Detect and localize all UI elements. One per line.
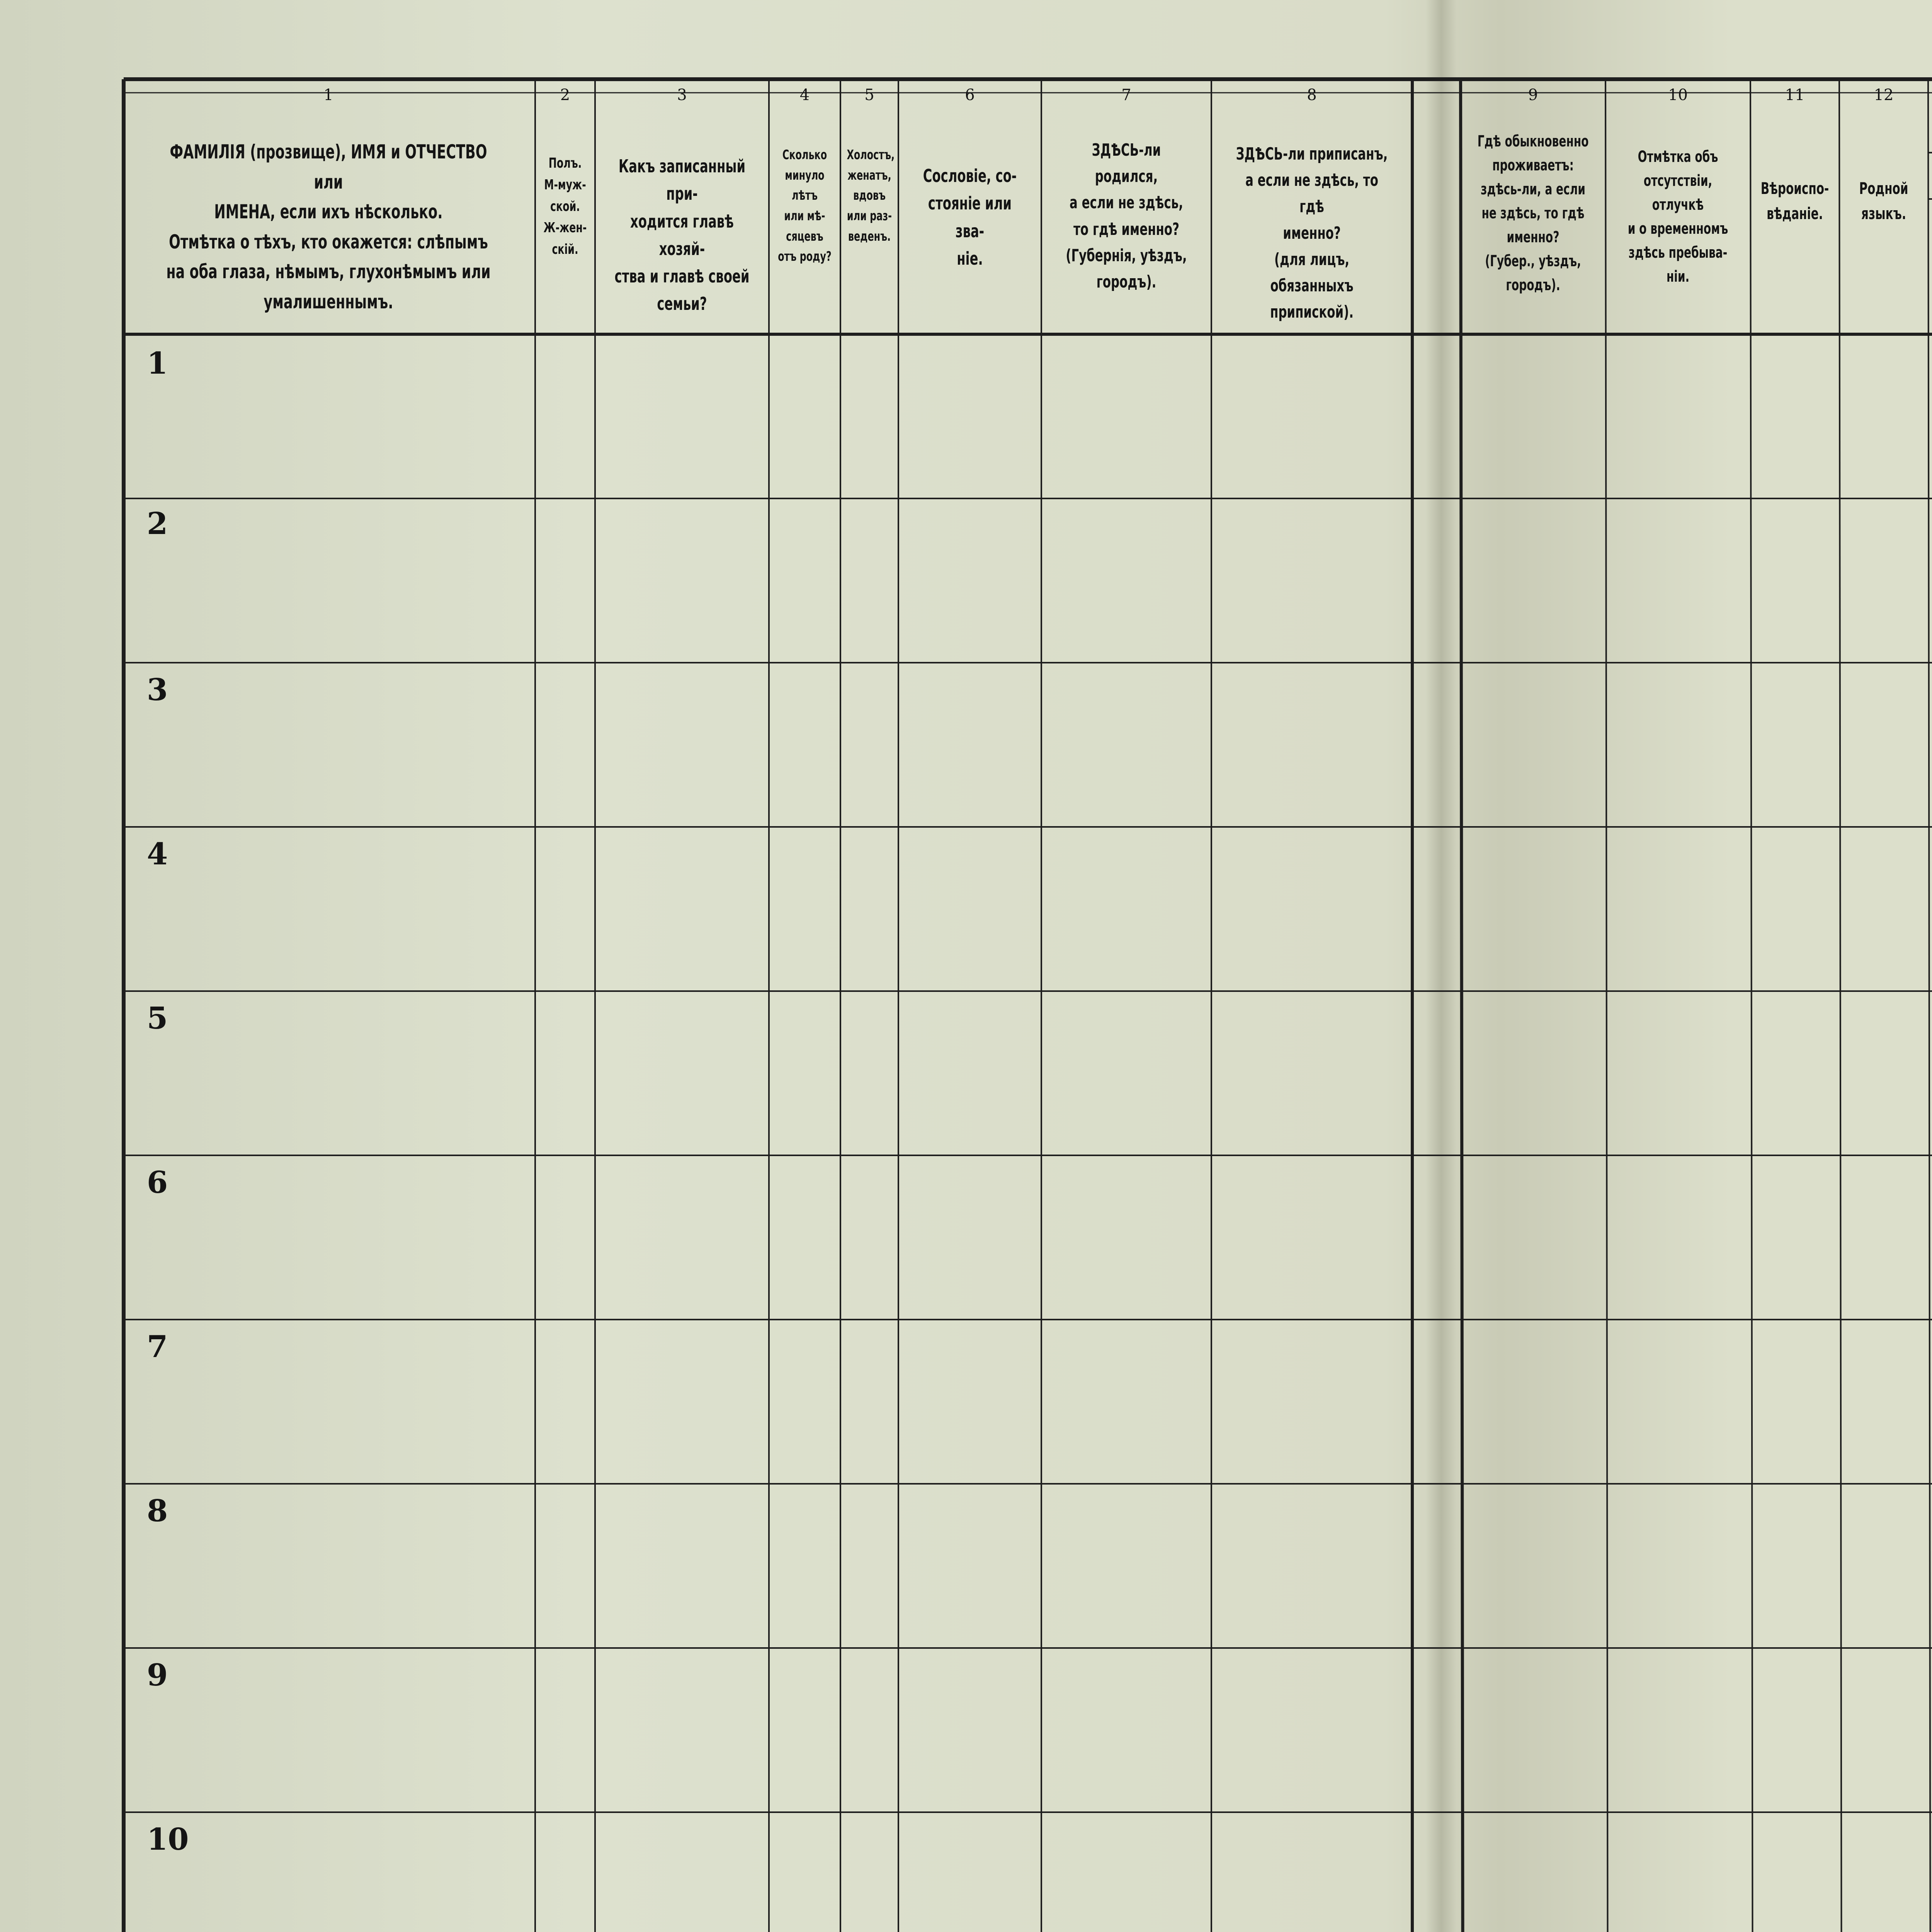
col-num-12: 12 [1874,86,1894,104]
row-number: 6 [147,1165,168,1200]
literacy-sub-a [1928,164,1932,188]
header-relation: Какъ записанный при- ходится главѣ хозяй- ства и главѣ своей семьи? [614,156,750,315]
row-number: 3 [147,672,168,707]
header-name: ФАМИЛІЯ (прозвище), ИМЯ и ОТЧЕСТВО или ИМЕНА, если ихъ нѣсколько. Отмѣтка о тѣхъ, кто окажется: слѣпымъ на оба глаза, нѣмымъ, глухонѣмымъ или умалишеннымъ. [166,141,491,313]
column-rule [1461,79,1463,1932]
col-num-7: 7 [1121,86,1131,104]
col-num-5: 5 [864,86,874,104]
col-num-13 [1928,83,1932,107]
col-num-6: 6 [965,86,975,104]
col-num-3: 3 [677,86,687,104]
row-number: 9 [147,1658,168,1693]
col-num-1: 1 [323,86,333,104]
row-number: 1 [147,346,168,381]
col-num-8: 8 [1307,86,1317,104]
col-num-9: 9 [1528,86,1538,104]
row-number: 5 [147,1001,168,1036]
col-num-10: 10 [1668,86,1688,104]
header-birthplace: ЗДѢСЬ-ли родился, а если не здѣсь, то гдѣ именно? (Губернія, уѣздъ, городъ). [1066,140,1187,292]
header-estate: Сословіе, со- стояніе или зва- ніе. [923,165,1017,269]
row-number: 4 [147,837,168,872]
column-rule [1839,79,1842,1932]
col-num-11: 11 [1785,86,1805,104]
row-number: 7 [147,1329,168,1364]
header-age: Сколько минуло лѣтъ или мѣ- сяцевъ отъ роду? [778,147,832,265]
header-sex: Полъ. М-муж- ской. Ж-жен- скій. [543,155,587,258]
col-num-2: 2 [560,86,570,104]
column-rule [1750,79,1753,1932]
header-religion: Вѣроиспо- вѣданіе. [1760,179,1829,223]
column-rule [1605,79,1608,1932]
column-rule [1928,79,1930,1932]
header-registered: ЗДѢСЬ-ли приписанъ, а если не здѣсь, то гдѣ именно? (для лицъ, обязанныхъ припиской). [1236,144,1388,322]
row-number: 2 [147,506,168,541]
header-language: Родной языкъ. [1859,179,1908,223]
row-number: 10 [147,1822,189,1857]
header-residence: Гдѣ обыкновенно проживаетъ: здѣсь-ли, а если не здѣсь, то гдѣ именно? (Губер., уѣздъ, городъ). [1477,133,1589,294]
header-absence: Отмѣтка объ отсутствіи, отлучкѣ и о временномъ здѣсь пребыва- ніи. [1628,148,1728,286]
header-marital: Холостъ, женатъ, вдовъ или раз- веденъ. [847,147,895,244]
col-num-4: 4 [799,86,810,104]
row-number: 8 [147,1493,168,1529]
